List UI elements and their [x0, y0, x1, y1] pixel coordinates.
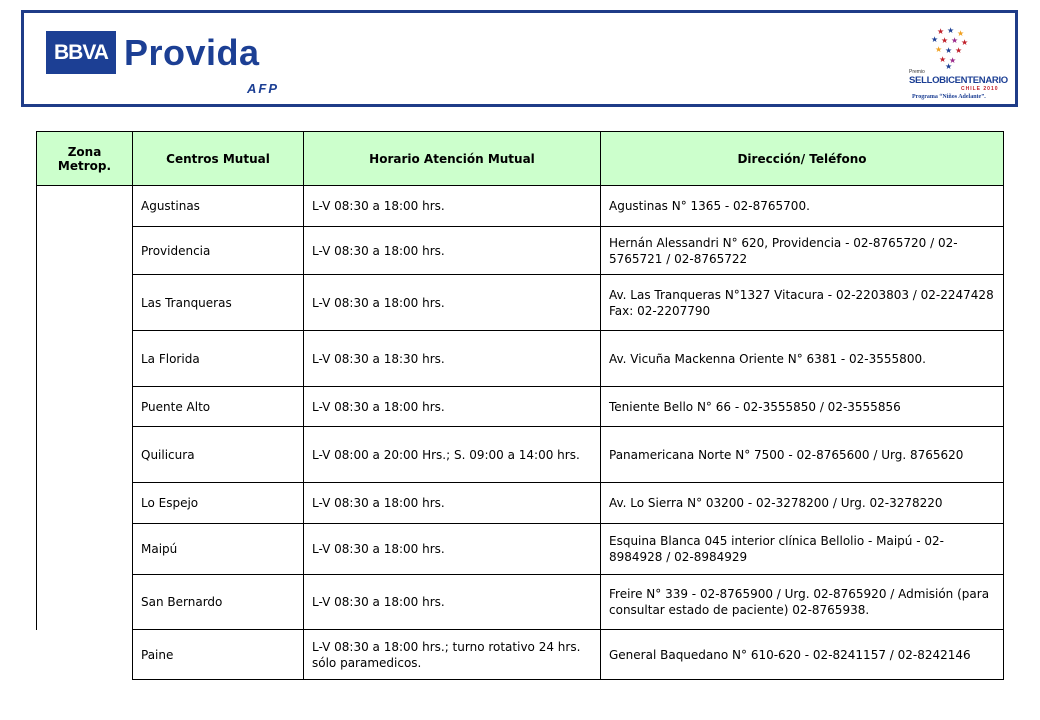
horario-cell: L-V 08:30 a 18:00 hrs. — [304, 524, 601, 575]
horario-cell: L-V 08:30 a 18:00 hrs.; turno rotativo 24 hrs. sólo paramedicos. — [304, 630, 601, 680]
svg-text:★: ★ — [951, 36, 959, 45]
svg-text:★: ★ — [931, 35, 939, 44]
svg-text:★: ★ — [947, 26, 955, 35]
horario-cell: L-V 08:30 a 18:00 hrs. — [304, 483, 601, 524]
horario-cell: L-V 08:30 a 18:00 hrs. — [304, 186, 601, 227]
centro-cell: La Florida — [133, 331, 304, 387]
direccion-cell: Av. Lo Sierra N° 03200 - 02-3278200 / Urg. 02-3278220 — [601, 483, 1004, 524]
header-direccion: Dirección/ Teléfono — [601, 132, 1004, 186]
zone-cell — [37, 387, 133, 427]
sello-bicentenario-logo — [909, 25, 1009, 105]
svg-text:★: ★ — [945, 46, 953, 55]
table-row — [37, 387, 1004, 427]
direccion-cell: Av. Las Tranqueras N°1327 Vitacura - 02-2203803 / 02-2247428 Fax: 02-2207790 — [601, 275, 1004, 331]
centro-cell: Puente Alto — [133, 387, 304, 427]
zone-cell — [37, 427, 133, 483]
horario-cell: L-V 08:30 a 18:00 hrs. — [304, 575, 601, 630]
centro-cell: Providencia — [133, 227, 304, 275]
horario-cell: L-V 08:00 a 20:00 Hrs.; S. 09:00 a 14:00 hrs. — [304, 427, 601, 483]
zone-cell — [37, 630, 133, 680]
zone-cell — [37, 483, 133, 524]
zone-cell — [37, 186, 133, 227]
svg-text:★: ★ — [941, 36, 949, 45]
centro-cell: Agustinas — [133, 186, 304, 227]
direccion-cell: General Baquedano N° 610-620 - 02-8241157 / 02-8242146 — [601, 630, 1004, 680]
horario-cell: L-V 08:30 a 18:00 hrs. — [304, 275, 601, 331]
table-row — [37, 275, 1004, 331]
horario-cell: L-V 08:30 a 18:00 hrs. — [304, 387, 601, 427]
table-row — [37, 186, 1004, 227]
centro-cell: Las Tranqueras — [133, 275, 304, 331]
svg-text:★: ★ — [937, 27, 945, 36]
svg-text:★: ★ — [961, 38, 969, 47]
header-banner — [21, 10, 1018, 107]
afp-logo: AFP — [247, 81, 279, 96]
centro-cell: San Bernardo — [133, 575, 304, 630]
zone-cell — [37, 575, 133, 630]
bbva-logo: BBVA — [46, 31, 116, 74]
seal-chile-text: CHILE 2010 — [961, 86, 999, 92]
horario-cell: L-V 08:30 a 18:30 hrs. — [304, 331, 601, 387]
svg-text:★: ★ — [939, 55, 947, 64]
table-row — [37, 483, 1004, 524]
table-row — [37, 630, 1004, 680]
zone-cell — [37, 331, 133, 387]
header-horario: Horario Atención Mutual — [304, 132, 601, 186]
direccion-cell: Esquina Blanca 045 interior clínica Bellolio - Maipú - 02-8984928 / 02-8984929 — [601, 524, 1004, 575]
table-row — [37, 331, 1004, 387]
table-row — [37, 427, 1004, 483]
direccion-cell: Hernán Alessandri N° 620, Providencia - 02-8765720 / 02-5765721 / 02-8765722 — [601, 227, 1004, 275]
svg-text:★: ★ — [955, 46, 963, 55]
direccion-cell: Teniente Bello N° 66 - 02-3555850 / 02-3555856 — [601, 387, 1004, 427]
table-header-row — [37, 132, 1004, 186]
centro-cell: Maipú — [133, 524, 304, 575]
table-row — [37, 575, 1004, 630]
zone-cell — [37, 275, 133, 331]
seal-program-text: Programa “Niños Adelante”. — [912, 94, 986, 100]
header-zona: Zona Metrop. — [37, 132, 133, 186]
svg-text:★: ★ — [935, 45, 943, 54]
centro-cell: Quilicura — [133, 427, 304, 483]
zone-cell — [37, 524, 133, 575]
table-row — [37, 524, 1004, 575]
direccion-cell: Av. Vicuña Mackenna Oriente N° 6381 - 02-3555800. — [601, 331, 1004, 387]
seal-premio-text: Premio — [909, 69, 925, 75]
svg-text:★: ★ — [949, 56, 957, 65]
direccion-cell: Panamericana Norte N° 7500 - 02-8765600 / Urg. 8765620 — [601, 427, 1004, 483]
mutual-centers-table — [36, 131, 1004, 680]
seal-name-text: SELLOBICENTENARIO — [909, 75, 1008, 86]
horario-cell: L-V 08:30 a 18:00 hrs. — [304, 227, 601, 275]
stars-icon — [917, 25, 977, 69]
zone-cell — [37, 227, 133, 275]
header-centros: Centros Mutual — [133, 132, 304, 186]
table-row — [37, 227, 1004, 275]
direccion-cell: Agustinas N° 1365 - 02-8765700. — [601, 186, 1004, 227]
direccion-cell: Freire N° 339 - 02-8765900 / Urg. 02-8765920 / Admisión (para consultar estado de paciente) 02-8765938. — [601, 575, 1004, 630]
centro-cell: Paine — [133, 630, 304, 680]
svg-text:★: ★ — [957, 29, 965, 38]
centro-cell: Lo Espejo — [133, 483, 304, 524]
provida-logo: Provida — [124, 32, 260, 73]
svg-text:★: ★ — [945, 62, 953, 69]
